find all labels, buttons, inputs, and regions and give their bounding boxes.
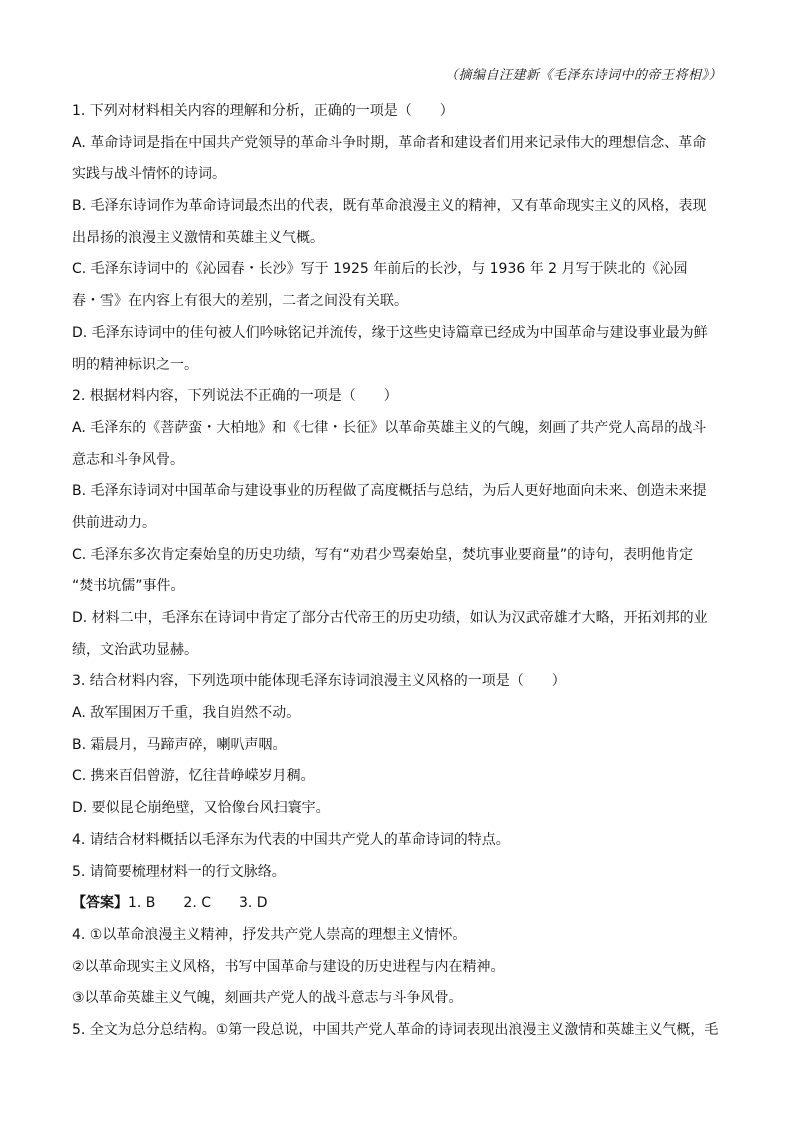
question-2-stem: 2. 根据材料内容，下列说法不正确的一项是（ ） xyxy=(72,388,398,405)
answer-5-line-1: 5. 全文为总分总结构。①第一段总说，中国共产党人革命的诗词表现出浪漫主义激情和英雄主义气概，毛 xyxy=(72,1021,719,1038)
question-1-option-d-line-1: D. 毛泽东诗词中的佳句被人们吟咏铭记并流传，缘于这些史诗篇章已经成为中国革命与建设事业最为鲜 xyxy=(72,324,708,341)
question-2-option-c-line-2: “焚书坑儒”事件。 xyxy=(72,578,185,595)
question-5-stem: 5. 请简要梳理材料一的行文脉络。 xyxy=(72,863,286,880)
answer-tag: 【答案】 xyxy=(72,895,128,912)
question-1-option-d-line-2: 明的精神标识之一。 xyxy=(72,356,198,373)
question-2-option-b-line-1: B. 毛泽东诗词对中国革命与建设事业的历程做了高度概括与总结，为后人更好地面向未来、创造未来提 xyxy=(72,483,707,500)
question-2-option-c-line-1: C. 毛泽东多次肯定秦始皇的历史功绩，写有“劝君少骂秦始皇，焚坑事业要商量”的诗句，表明他肯定 xyxy=(72,546,694,563)
question-3-option-c: C. 携来百侣曾游，忆往昔峥嵘岁月稠。 xyxy=(72,768,315,785)
question-2-option-d-line-1: D. 材料二中，毛泽东在诗词中肯定了部分古代帝王的历史功绩，如认为汉武帝雄才大略，开拓刘邦的业 xyxy=(72,610,708,626)
answer-4-point-1: 4. ①以革命浪漫主义精神，抒发共产党人崇高的理想主义情怀。 xyxy=(72,926,467,943)
document-body xyxy=(72,96,722,1047)
question-3-stem: 3. 结合材料内容，下列选项中能体现毛泽东诗词浪漫主义风格的一项是（ ） xyxy=(72,673,566,690)
question-3-option-d: D. 要似昆仑崩绝壁，又恰像台风扫寰宇。 xyxy=(72,800,330,817)
question-3-option-b: B. 霜晨月，马蹄声碎，喇叭声咽。 xyxy=(72,736,287,753)
question-2-option-a-line-2: 意志和斗争风骨。 xyxy=(72,451,184,468)
source-citation: （摘编自汪建新《毛泽东诗词中的帝王将相》） xyxy=(444,68,722,83)
answer-choices: 1. B 2. C 3. D xyxy=(128,895,268,912)
question-1-stem: 1. 下列对材料相关内容的理解和分析，正确的一项是（ ） xyxy=(72,103,454,119)
question-1-option-b-line-1: B. 毛泽东诗词作为革命诗词最杰出的代表，既有革命浪漫主义的精神，又有革命现实主义的风格，表现 xyxy=(72,198,707,215)
answer-choices-line xyxy=(72,888,722,920)
question-1-option-c-line-2: 春・雪》在内容上有很大的差别，二者之间没有关联。 xyxy=(72,293,408,310)
question-3-option-a: A. 敌军围困万千重，我自岿然不动。 xyxy=(72,705,301,722)
question-2-option-a-line-1: A. 毛泽东的《菩萨蛮・大柏地》和《七律・长征》以革命英雄主义的气魄，刻画了共产党人高昂的战斗 xyxy=(72,419,707,436)
question-4-stem: 4. 请结合材料概括以毛泽东为代表的中国共产党人的革命诗词的特点。 xyxy=(72,831,510,848)
question-2-option-b-line-2: 供前进动力。 xyxy=(72,514,156,531)
question-2-option-d-line-2: 绩，文治武功显赫。 xyxy=(72,641,198,658)
question-1-option-b-line-2: 出昂扬的浪漫主义激情和英雄主义气概。 xyxy=(72,229,324,246)
answer-4-point-2: ②以革命现实主义风格，书写中国革命与建设的历史进程与内在精神。 xyxy=(72,958,505,975)
question-1-option-c-line-1: C. 毛泽东诗词中的《沁园春・长沙》写于 1925 年前后的长沙，与 1936 年 2 月写于陕北的《沁园 xyxy=(72,261,688,278)
answer-4-point-3: ③以革命英雄主义气魄，刻画共产党人的战斗意志与斗争风骨。 xyxy=(72,990,463,1007)
question-1-option-a-line-1: A. 革命诗词是指在中国共产党领导的革命斗争时期，革命者和建设者们用来记录伟大的理想信念、革命 xyxy=(72,134,707,151)
question-1-option-a-line-2: 实践与战斗情怀的诗词。 xyxy=(72,166,226,183)
